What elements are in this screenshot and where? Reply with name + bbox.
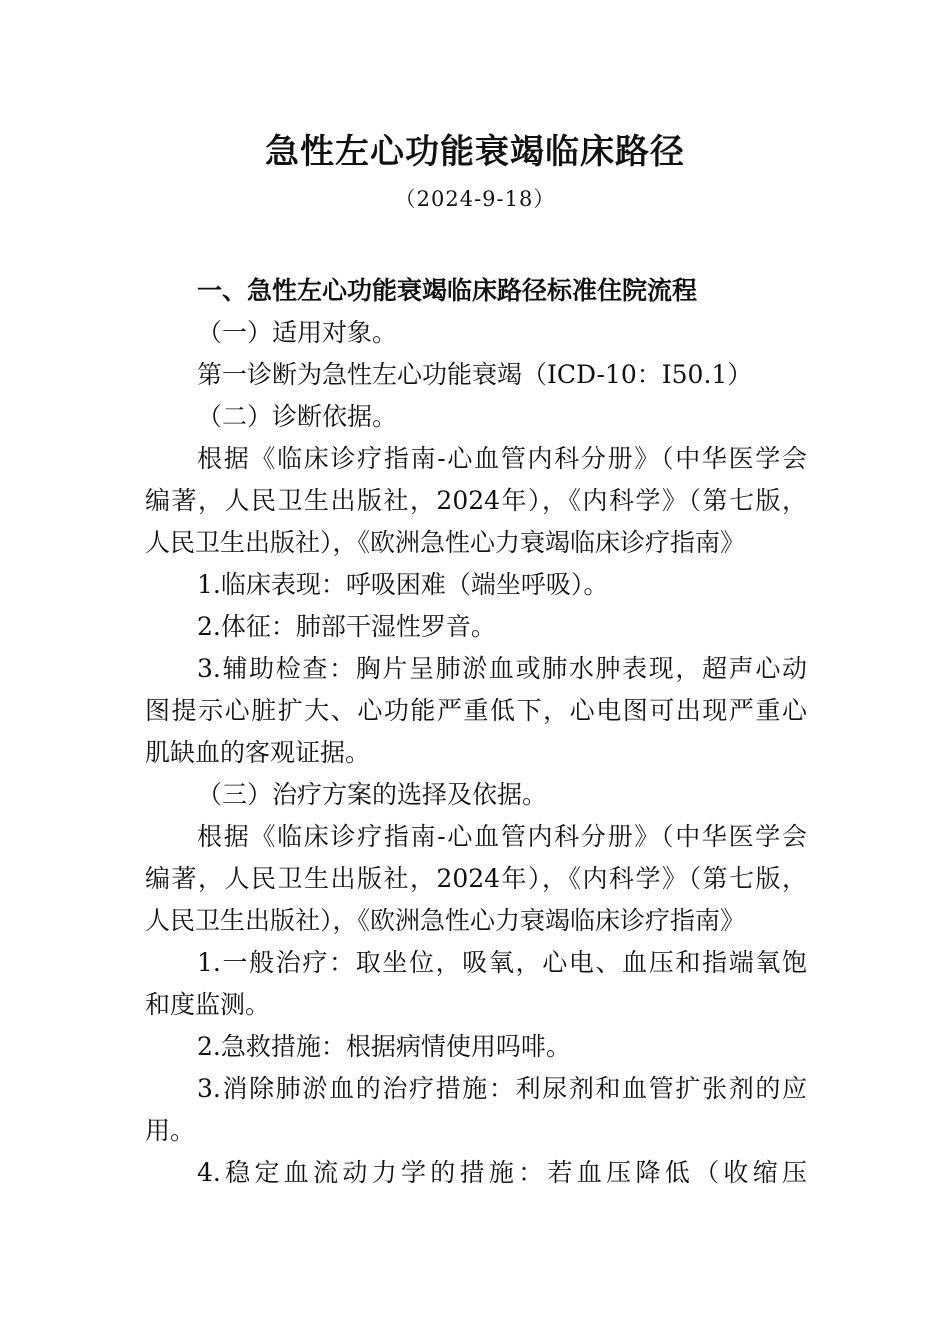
list-item-line: 用。 <box>145 1116 196 1145</box>
list-item-line: 3.消除肺淤血的治疗措施：利尿剂和血管扩张剂的应 <box>197 1074 807 1103</box>
paragraph-line: 根据《临床诊疗指南-心血管内科分册》（中华医学会 <box>197 444 807 473</box>
document-date: （2024-9-18） <box>394 187 556 211</box>
paragraph-line: 人民卫生出版社），《欧洲急性心力衰竭临床诊疗指南》 <box>145 906 746 935</box>
document-body <box>145 270 807 1194</box>
list-item: 2.体征：肺部干湿性罗音。 <box>197 612 496 641</box>
document-title: 急性左心功能衰竭临床路径 <box>265 132 685 172</box>
paragraph-line: 人民卫生出版社），《欧洲急性心力衰竭临床诊疗指南》 <box>145 528 746 557</box>
list-item-line: 3.辅助检查：胸片呈肺淤血或肺水肿表现，超声心动 <box>197 654 807 683</box>
list-item-line: 4.稳定血流动力学的措施：若血压降低（收缩压 <box>197 1158 807 1187</box>
section-heading: 一、急性左心功能衰竭临床路径标准住院流程 <box>197 276 698 305</box>
subsection-heading: （三）治疗方案的选择及依据。 <box>197 780 548 809</box>
list-item: 1.临床表现：呼吸困难（端坐呼吸）。 <box>197 570 609 599</box>
subsection-heading: （一）适用对象。 <box>197 318 398 347</box>
list-item-line: 和度监测。 <box>145 990 271 1019</box>
paragraph-line: 编著，人民卫生出版社，2024年），《内科学》（第七版， <box>145 486 807 515</box>
subsection-heading: （二）诊断依据。 <box>197 402 398 431</box>
paragraph-line: 编著，人民卫生出版社，2024年），《内科学》（第七版， <box>145 864 807 893</box>
paragraph-line: 根据《临床诊疗指南-心血管内科分册》（中华医学会 <box>197 822 807 851</box>
list-item-line: 肌缺血的客观证据。 <box>145 738 371 767</box>
list-item-line: 图提示心脏扩大、心功能严重低下，心电图可出现严重心 <box>145 696 807 725</box>
paragraph: 第一诊断为急性左心功能衰竭（ICD-10：I50.1） <box>197 360 753 389</box>
list-item-line: 1.一般治疗：取坐位，吸氧，心电、血压和指端氧饱 <box>197 948 807 977</box>
list-item: 2.急救措施：根据病情使用吗啡。 <box>197 1032 571 1061</box>
